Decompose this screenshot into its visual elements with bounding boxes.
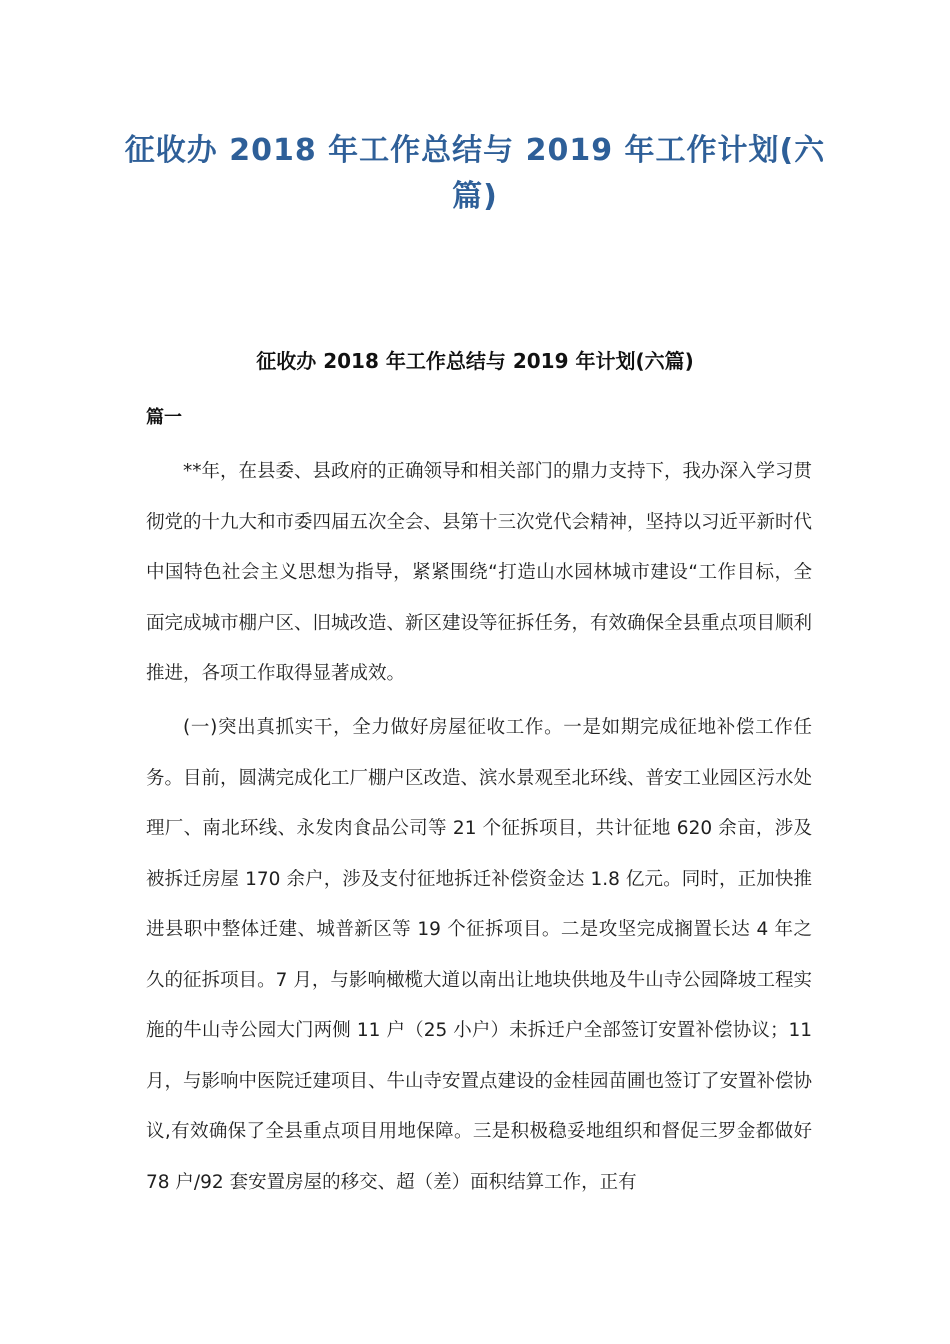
section-heading: 篇一 [146, 407, 182, 428]
document-title: 征收办 2018 年工作总结与 2019 年工作计划(六篇) [124, 133, 826, 214]
paragraph-intro: **年，在县委、县政府的正确领导和相关部门的鼎力支持下，我办深入学习贯彻党的十九大和市委四届五次全会、县第十三次党代会精神，坚持以习近平新时代中国特色社会主义思想为指导，紧紧围绕“打造山水园林城市建设“工作目标，全面完成城市棚户区、旧城改造、新区建设等征拆任务，有效确保全县重点项目顺利推进，各项工作取得显著成效。 [146, 461, 813, 684]
document-subtitle: 征收办 2018 年工作总结与 2019 年计划(六篇) [256, 349, 694, 373]
paragraph-section-one: (一)突出真抓实干，全力做好房屋征收工作。一是如期完成征地补偿工作任务。目前，圆满完成化工厂棚户区改造、滨水景观至北环线、普安工业园区污水处理厂、南北环线、永发肉食品公司等 21 个征拆项目，共计征地 620 余亩，涉及被拆迁房屋 170 余户，涉及支付征地拆迁补偿资金达 1.8 亿元。同时，正加快推进县职中整体迁建、城普新区等 19 个征拆项目。二是攻坚完成搁置长达 4 年之久的征拆项目。7 月，与影响橄榄大道以南出让地块供地及牛山寺公园降坡工程实施的牛山寺公园大门两侧 11 户（25 小户）未拆迁户全部签订安置补偿协议；11 月，与影响中医院迁建项目、牛山寺安置点建设的金桂园苗圃也签订了安置补偿协议,有效确保了全县重点项目用地保障。三是积极稳妥地组织和督促三罗金都做好 78 户/92 套安置房屋的移交、超（差）面积结算工作，正有 [146, 717, 813, 1193]
